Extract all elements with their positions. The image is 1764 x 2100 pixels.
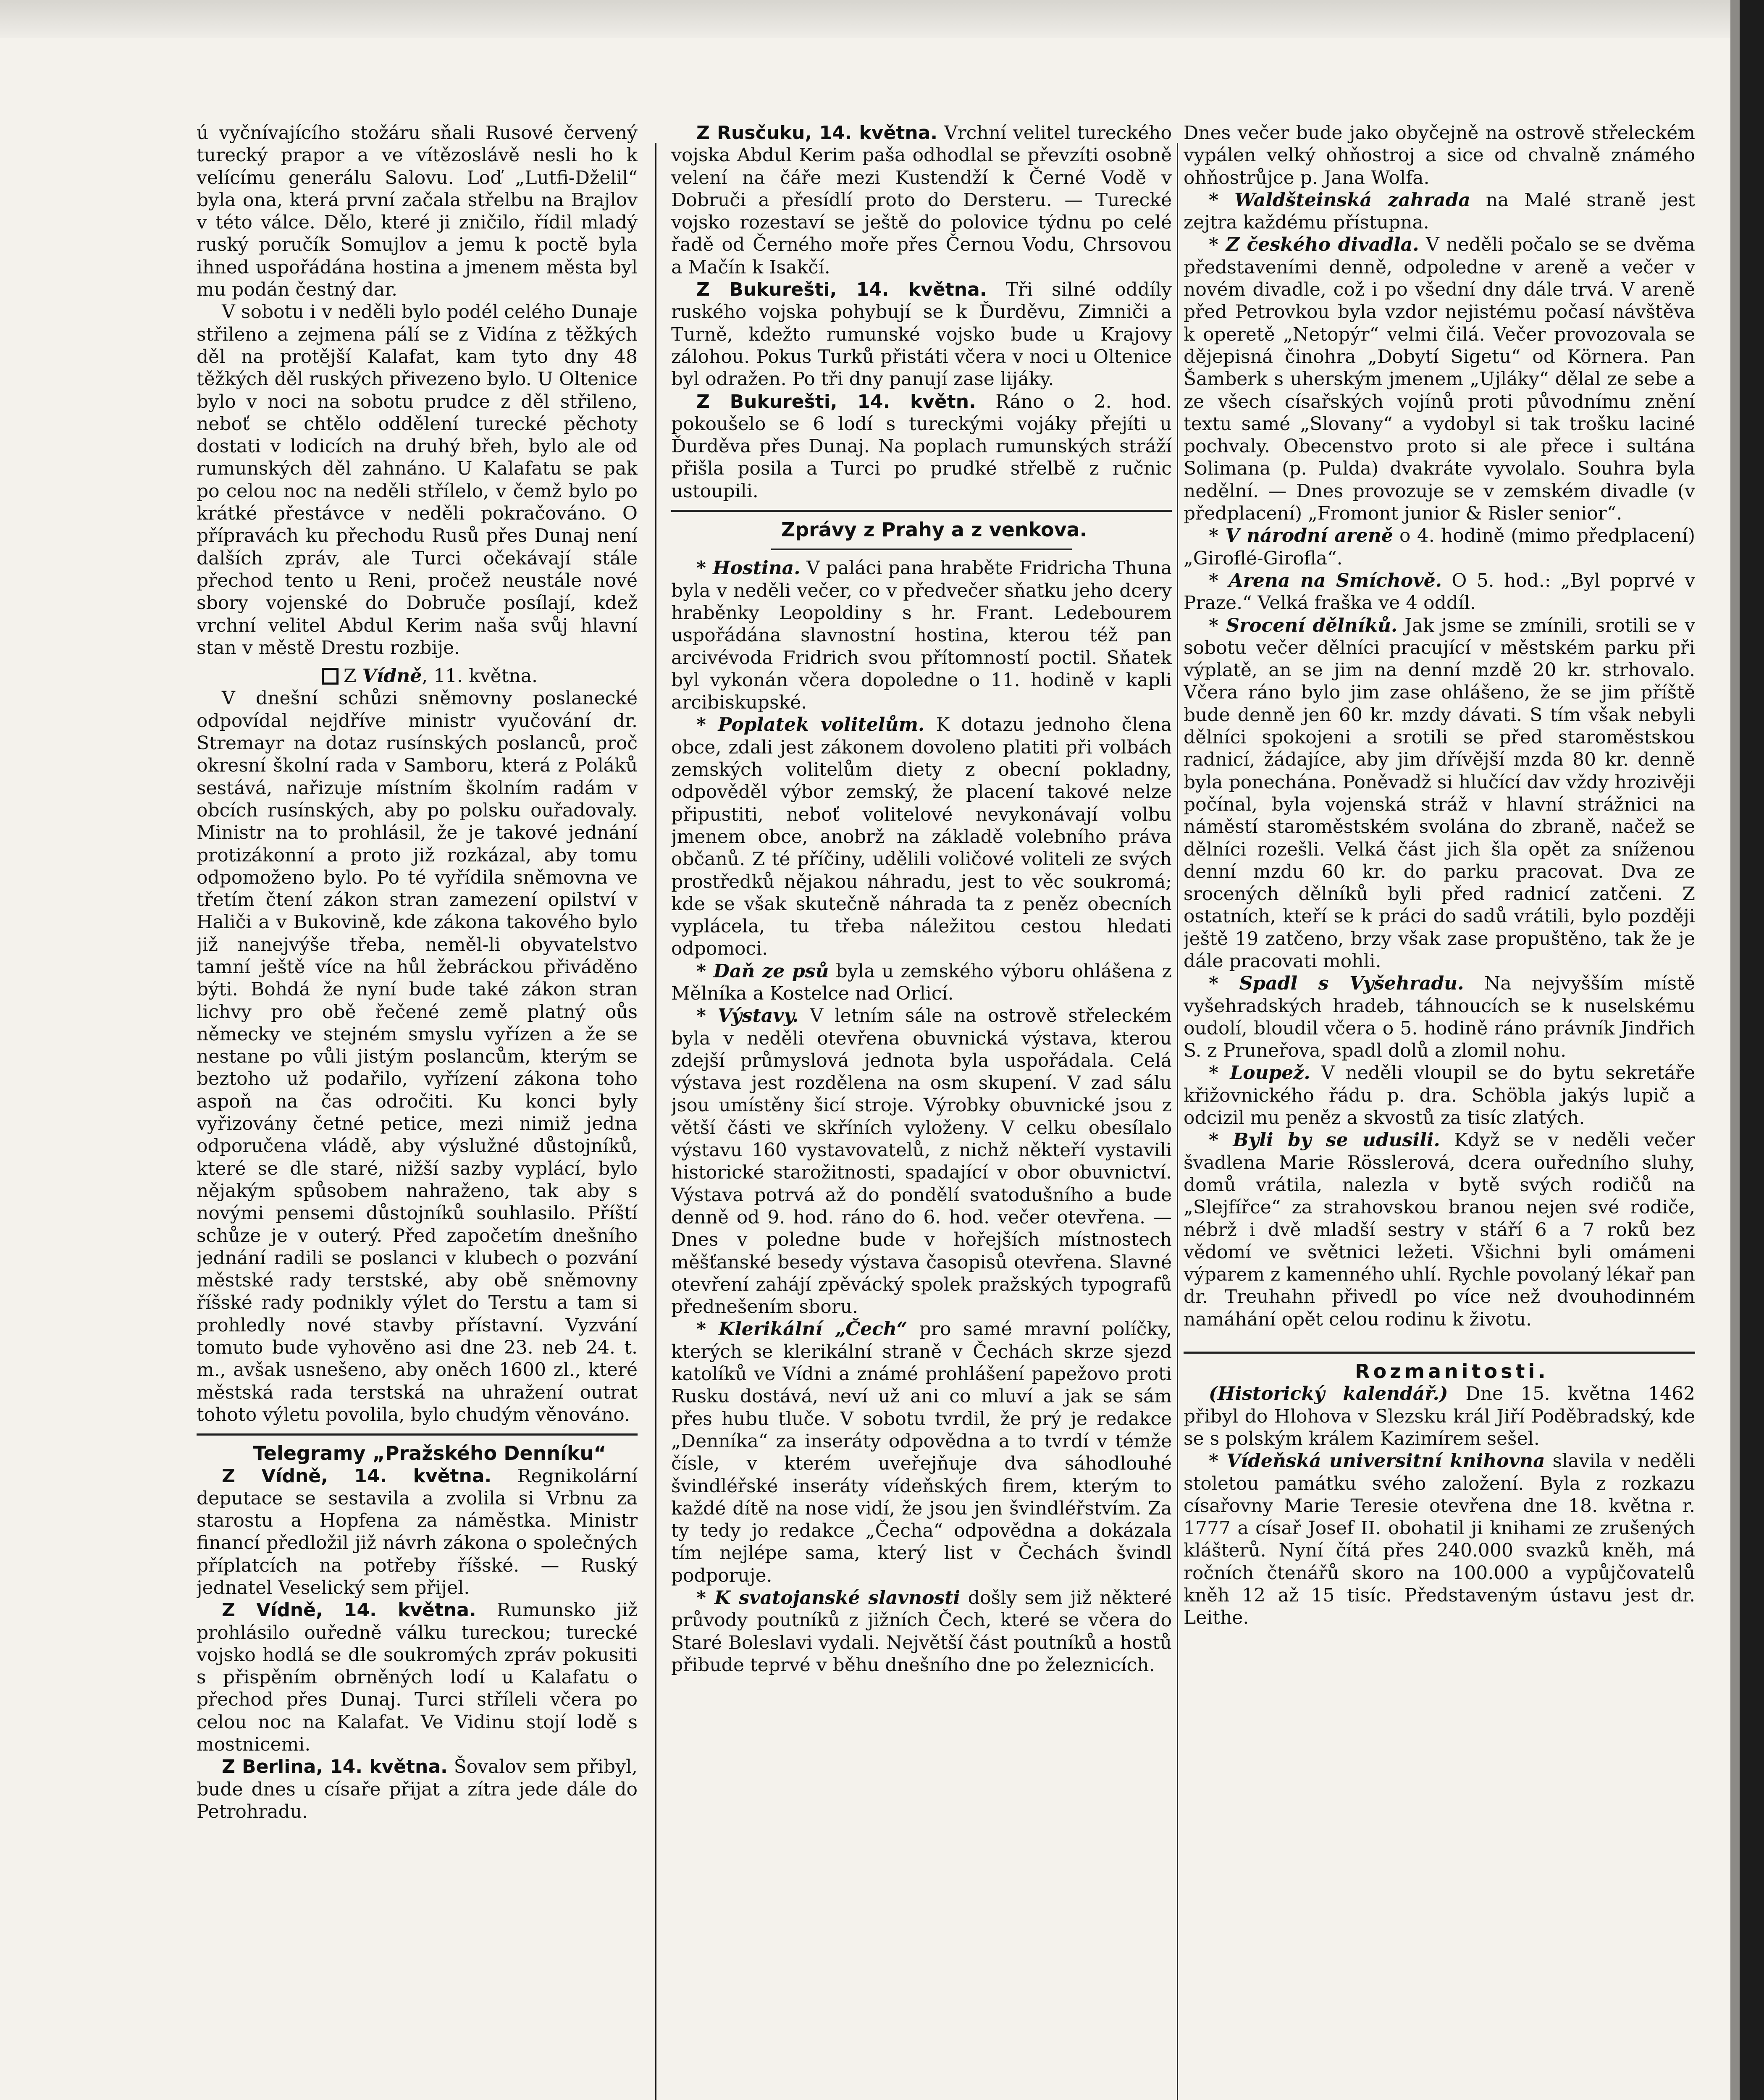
news-item: * Výstavy. V letním sále na ostrově střeleckém byla v neděli otevřena obuvnická výstava, kterou zdejší průmyslová jednota byla uspořádala. Celá výstava jest rozdělena na osm skupení. V zad sálu jsou umístěny šicí stroje. Výrobky obuvnické jsou z větší části ve skříních vyloženy. V celku obesílalo výstavu 160 vystavovatelů, z nichž někteří vystavili historické starožitnosti, spadající v obor obuvnictví. Výstava potrvá až do pondělí svatodušního a bude denně od 9. hod. ráno do 6. hod. večer otevřena. — Dnes v poledne bude v hořejších místnostech měšťanské besedy výstava časopisů otevřena. Slavné otevření zahájí zpěvácký spolek pražských typografů přednešením sboru. bbox=[671, 1005, 1172, 1318]
article-paragraph: ú vyčnívajícího stožáru sňali Rusové červený turecký prapor a ve vítězoslávě nesli ho k velícímu generálu Salovu. Loď „Lutfi-Dželil“ byla ona, která první začala střelbu na Brajlov v této válce. Dělo, které ji zničilo, řídil mladý ruský poručík Somujlov a jemu k poctě byla ihned uspořádána hostina a jmenem města byl mu podán čestný dar. bbox=[197, 122, 638, 301]
news-item: * Waldšteinská zahrada na Malé straně jest zejtra každému přístupna. bbox=[1184, 189, 1695, 234]
telegrams-heading: Telegramy „Pražského Denníku“ bbox=[253, 1442, 606, 1465]
column-divider-2 bbox=[1177, 143, 1178, 2100]
scan-edge-black bbox=[1740, 0, 1764, 2100]
vienna-place: Vídně bbox=[362, 665, 422, 687]
column-divider-1 bbox=[655, 143, 656, 2100]
news-item: * Z českého divadla. V neděli počalo se se dvěma představeními denně, odpoledne v areně a večer v novém divadle, což i po všední dny dále trvá. V areně před Petrovkou byla vzdor nejistému počasí návštěva k operetě „Netopýr“ velmi čilá. Večer provozovala se dějepisná činohra „Dobytí Sigetu“ od Körnera. Pan Šamberk s uherským jmenem „Ujláky“ dělal ze sebe a ze všech císařských vojínů proti původnímu znění textu samé „Slovany“ a vydobyl si tak trošku laciné pochvaly. Obecenstvo proto si ale přece i sultána Solimana (p. Pulda) dvakráte vyvolalo. Souhra byla nedělní. — Dnes provozuje se v zemském divadle (v předplacení) „Fromont junior & Risler senior“. bbox=[1184, 234, 1695, 525]
news-item: * Srocení dělníků. Jak jsme se zmínili, srotili se v sobotu večer dělníci pracující v městském parku při výplatě, an se jim na denní mzdě 20 kr. strhovalo. Včera ráno bylo jim zase ohlášeno, že se jim příště bude denně jen 60 kr. mzdy dávati. S tím však nebyli dělníci spokojeni a srotili se před staroměstskou radnicí, žádajíce, aby jim dřívější mzda 80 kr. denně byla ponechána. Poněvadž si hlučící dav vždy hrozivěji počínal, byla vojenská stráž v hlavní strážnici na náměstí staroměstském svolána do zbraně, načež se dělníci rozešli. Velká část jich šla opět za sníženou denní mzdu 60 kr. do parku pracovat. Dva ze srocených dělníků byli před radnicí zatčeni. Z ostatních, kteří se k práci do sadů vrátili, bylo později ještě 19 zatčeno, brzy však zase propuštěno, tak že je dále pracovati mohli. bbox=[1184, 614, 1695, 972]
news-item: Dnes večer bude jako obyčejně na ostrově střeleckém vypálen velký ohňostroj a sice od chvalně známého ohňostrůjce p. Jana Wolfa. bbox=[1184, 122, 1695, 189]
heading-underline bbox=[771, 549, 1071, 550]
section-rule bbox=[1184, 1352, 1695, 1354]
telegram-item: Z Bukurešti, 14. květn. Ráno o 2. hod. pokoušelo se 6 lodí s tureckými vojáky přejíti u Ďurděva přes Dunaj. Na poplach rumunských stráží přišla posila a Turci po prudké střelbě z ručnic ustoupili. bbox=[671, 391, 1172, 502]
article-paragraph: V dnešní schůzi sněmovny poslanecké odpovídal nejdříve ministr vyučování dr. Stremayr na dotaz rusínských poslanců, proč okresní školní rada v Samboru, která z Poláků sestává, nařizuje místním školním radám v obcích rusínských, aby po polsku ouřadovaly. Ministr na to prohlásil, že je takové jednání protizákonní a proto již rozkázal, aby tomu odpomoženo bylo. Po té vyřídila sněmovna ve třetím čtení zákon stran zamezení opilství v Haliči a v Bukovině, kde zákona takového bylo již nanejvýše třeba, neměl-li obyvatelstvo tamní ještě více na hůl žebráckou přiváděno býti. Bohdá že nyní bude také zákon stran lichvy pro obě řečené země platný oůs německy ve stejném smyslu vyřízen a že se nestane po vůli jistým poslancům, kterým se beztoho už podařilo, vyřízení zákona toho aspoň na čas odročiti. Ku konci byly vyřizovány četné petice, mezi nimiž jedna odporučena vládě, aby výslužné důstojníků, které se dle staré, nižší sazby vyplácí, bylo nějakým spůsobem nahraženo, tak aby s novými pensemi důstojníků souhlasilo. Příští schůze je v outerý. Před započetím dnešního jednání radili se poslanci v klubech o pozvání městské rady terstské, aby obě sněmovny říšské rady podnikly výlet do Terstu a tam si prohledly nové stavby přístavní. Vyzvání tomuto bude vyhověno asi dne 23. neb 24. t. m., avšak usnešeno, aby oněch 1600 zl., které městská rada terstská na uhražení outrat tohoto výletu povolila, bylo chudým věnováno. bbox=[197, 688, 638, 1425]
news-heading: Zprávy z Prahy a z venkova. bbox=[781, 518, 1087, 541]
column-2 bbox=[671, 122, 1172, 2100]
telegram-item: Z Rusčuku, 14. května. Vrchní velitel tureckého vojska Abdul Kerim paša odhodlal se převzíti osobně velení na čáře mezi Kustendží k Černé Vodě v Dobruči a přesídlí proto do Dersteru. — Turecké vojsko rozestaví se ještě do polovice týdnu po celé řadě od Černého moře přes Černou Vodu, Chrsovou a Mačín k Isakčí. bbox=[671, 122, 1172, 278]
telegram-item: Z Berlina, 14. května. Šovalov sem přibyl, bude dnes u císaře přijat a zítra jede dále do Petrohradu. bbox=[197, 1756, 638, 1822]
news-item: (Historický kalendář.) Dne 15. května 1462 přibyl do Hlohova v Slezsku král Jiří Poděbradský, kde se s polským králem Kazimírem sešel. bbox=[1184, 1383, 1695, 1449]
news-item: * Hostina. V paláci pana hraběte Fridricha Thuna byla v neděli večer, co v předvečer sňatku jeho dcery hraběnky Leopoldiny s hr. Frant. Ledebourem uspořádána slavnostní hostina, kterou též pan arcivévoda Fridrich svou přítomností poctil. Sňatek byl vykonán včera dopoledne o 11. hodině v kapli arcibiskupské. bbox=[671, 557, 1172, 714]
news-item: * Daň ze psů byla u zemského výboru ohlášena z Mělníka a Kostelce nad Orlicí. bbox=[671, 960, 1172, 1004]
news-item: * Loupež. V neděli vloupil se do bytu sekretáře křižovnického řádu p. dra. Schöbla jakýs lupič a odcizil mu peněz a skvostů za tisíc zlatých. bbox=[1184, 1062, 1695, 1129]
section-rule bbox=[197, 1433, 638, 1436]
column-1 bbox=[197, 122, 638, 2100]
section-rule bbox=[671, 510, 1172, 512]
vienna-dateline: Z Vídně, 11. května. bbox=[197, 665, 638, 687]
news-item: * Klerikální „Čech“ pro samé mravní políčky, kterých se klerikální straně v Čechách skrze sjezd katolíků ve Vídni a známé prohlášení papežovo proti Rusku dostává, neví už ani co mluví a jak se sám přes hubu tluče. V sobotu tvrdil, že prý je redakce „Denníka“ za inseráty odpovědna a to tvrdí v témže čísle, v kterém uveřejňuje dva sáhodlouhé švindléřské inseráty vídeňských firem, kterým to každé dítě na nose vidí, že jsou jen švindléřstvím. Za ty tedy jo redakce „Čecha“ odpovědna a dokázala tím nejlépe sama, který list v Čechách švindl podporuje. bbox=[671, 1318, 1172, 1586]
news-item: * Spadl s Vyšehradu. Na nejvyšším místě vyšehradských hradeb, táhnoucích se k nuselskému oudolí, bloudil včera o 5. hodině ráno právník Jindřich S. z Pruneřova, spadl dolů a zlomil nohu. bbox=[1184, 973, 1695, 1062]
telegram-item: Z Vídně, 14. května. Regnikolární deputace se sestavila a zvolila si Vrbnu za starostu a Hopfena za náměstka. Ministr financí předložil již návrh zákona o společných příplatcích na potřeby říšské. — Ruský jednatel Veselický sem přijel. bbox=[197, 1465, 638, 1599]
news-item: * Poplatek volitelům. K dotazu jednoho člena obce, zdali jest zákonem dovoleno platiti při volbách zemských volitelům diety z obecní pokladny, odpověděl výbor zemský, že placení takové nelze připustiti, neboť volitelové nevykonávají volbu jmenem obce, anobrž na základě volebního práva občanů. Z té příčiny, udělili voličové voliteli ze svých prostředků nějakou náhradu, jest to věc soukromá; kde se však skutečně náhrada ta z peněz obecních vyplácela, tu třeba náležitou cestou hledati odpomoci. bbox=[671, 714, 1172, 960]
news-item: * Vídeňská universitní knihovna slavila v neděli stoletou památku svého založení. Byla z rozkazu císařovny Marie Teresie otevřena dne 18. května r. 1777 a císař Josef II. obohatil ji knihami ze zrušených klášterů. Nyní čítá přes 240.000 svazků kněh, má ročních čtenářů skoro na 100.000 a vypůjčovatelů kněh 12 až 15 tisíc. Představeným ústavu jest dr. Leithe. bbox=[1184, 1450, 1695, 1629]
article-paragraph: V sobotu i v neděli bylo podél celého Dunaje střileno a zejmena pálí se z Vidína z těžkých děl na protější Kalafat, kam tyto dny 48 těžkých děl ruských přivezeno bylo. U Oltenice bylo v noci na sobotu prudce z děl střileno, neboť se chtělo oddělení turecké pěchoty dostati v lodicích na druhý břeh, bylo ale od rumunských děl zahnáno. U Kalafatu se pak po celou noc na neděli střílelo, v čemž bylo po krátké přestávce v neděli pokračováno. O přípravách ku přechodu Rusů přes Dunaj není dalších zpráv, ale Turci očekávají stále přechod tento u Reni, pročež neustále nové sbory vojenské do Dobruče posílají, kdež vrchní velitel Abdul Kerim naša svůj hlavní stan v městě Drestu rozbije. bbox=[197, 301, 638, 659]
column-3 bbox=[1184, 122, 1695, 2100]
scan-top-shadow bbox=[0, 0, 1764, 38]
telegram-item: Z Bukurešti, 14. května. Tři silné oddíly ruského vojska pohybují se k Ďurděvu, Zimniči a Turně, kdežto rumunské vojsko bude u Krajovy zálohou. Pokus Turků přistáti včera v noci u Oltenice byl odražen. Po tři dny panují zase lijáky. bbox=[671, 279, 1172, 390]
scan-edge-gray bbox=[1730, 0, 1740, 2100]
news-item: * V národní areně o 4. hodině (mimo předplacení) „Giroflé-Girofla“. bbox=[1184, 525, 1695, 569]
news-item: * Byli by se udusili. Když se v neděli večer švadlena Marie Rösslerová, dcera ouředního sluhy, domů vrátila, nalezla v bytě svých rodičů na „Slejfířce“ za strahovskou branou nejen své rodiče, nébrž i dvě mladší sestry v stáří 6 a 7 roků bez vědomí ve světnici ležeti. Všichni byli omámeni výparem z kamenného uhlí. Rychle povolaný lékař pan dr. Treuhahn přivedl po více než dvouhodinném namáhání opět celou rodinu k životu. bbox=[1184, 1129, 1695, 1330]
square-marker-icon bbox=[322, 668, 339, 685]
news-item: * K svatojanské slavnosti došly sem již některé průvody poutníků z jižních Čech, které se včera do Staré Boleslavi vydali. Největší část poutníků a hostů přibude teprvé v běhu dnešního dne po železnicích. bbox=[671, 1587, 1172, 1676]
news-item: * Arena na Smíchově. O 5. hod.: „Byl poprvé v Praze.“ Velká fraška ve 4 oddíl. bbox=[1184, 570, 1695, 614]
telegram-item: Z Vídně, 14. května. Rumunsko již prohlásilo ouředně válku tureckou; turecké vojsko hodlá se dle soukromých zpráv pokusiti s přispěním obrněných lodí u Kalafatu o přechod přes Dunaj. Turci stříleli včera po celou noc na Kalafat. Ve Vidinu stojí lodě s mostnicemi. bbox=[197, 1599, 638, 1756]
miscellany-heading: Rozmanitosti. bbox=[1355, 1360, 1549, 1383]
